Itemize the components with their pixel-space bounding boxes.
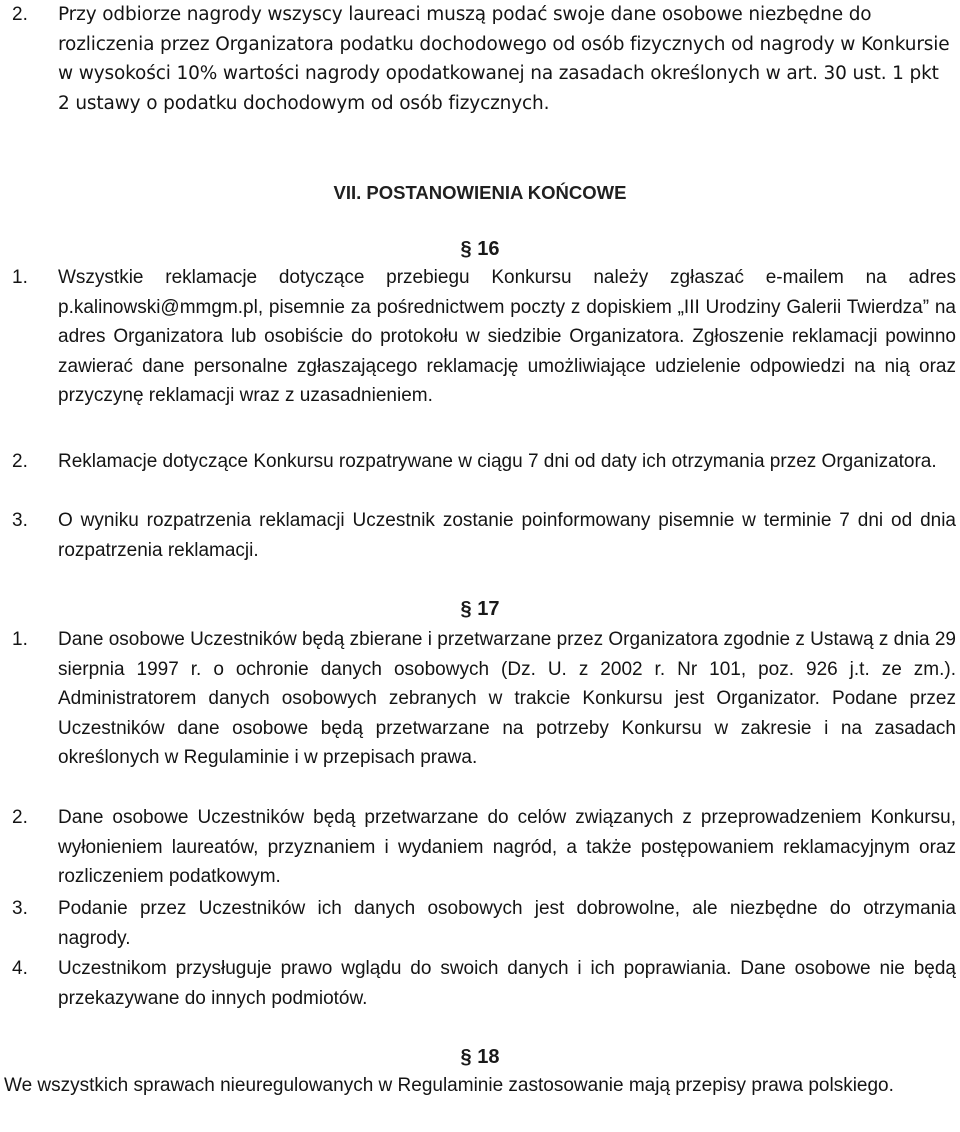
item-text: Dane osobowe Uczestników będą zbierane i przetwarzane przez Organizatora zgodnie z Ustawą z dnia 29 sierpnia 1997 r. o ochronie danych osobowych (Dz. U. z 2002 r. Nr 101, poz. 926 j.t. ze zm.). Administratorem danych osobowych zebranych w trakcie Konkursu jest Organizator. Podane przez Uczestników dane osobowe będą przetwarzane na potrzeby Konkursu w zakresie i na zasadach określonych w Regulaminie i w przepisach prawa. [58, 629, 956, 768]
section-heading-17: § 17 [460, 598, 500, 620]
item-text: Wszystkie reklamacje dotyczące przebiegu Konkursu należy zgłaszać e-mailem na adres p.kalinowski@mmgm.pl, pisemnie za pośrednictwem poczty z dopiskiem „III Urodziny Galerii Twierdza” na adres Organizatora lub osobiście do protokołu w siedzibie Organizatora. Zgłoszenie reklamacji powinno zawierać dane personalne zgłaszającego reklamację umożliwiające udzielenie odpowiedzi na nią oraz przyczynę reklamacji wraz z uzasadnieniem. [58, 267, 956, 406]
item-number: 3. [12, 898, 28, 919]
item-number: 1. [12, 267, 28, 288]
item-number: 2. [12, 4, 28, 25]
item-number: 4. [12, 958, 28, 979]
section-heading-18: § 18 [460, 1046, 500, 1068]
item-number: 2. [12, 807, 28, 828]
item-text: Uczestnikom przysługuje prawo wglądu do swoich danych i ich poprawiania. Dane osobowe nie będą przekazywane do innych podmiotów. [58, 958, 956, 1009]
item-number: 3. [12, 510, 28, 531]
item-number: 2. [12, 451, 28, 472]
section-heading-16: § 16 [460, 238, 500, 260]
chapter-title: VII. POSTANOWIENIA KOŃCOWE [333, 182, 627, 203]
item-number: 1. [12, 629, 28, 650]
item-text: Przy odbiorze nagrody wszyscy laureaci muszą podać swoje dane osobowe niezbędne do rozliczenia przez Organizatora podatku dochodowego od osób fizycznych od nagrody w Konkursie w wysokości 10% wartości nagrody opodatkowanej na zasadach określonych w art. 30 ust. 1 pkt 2 ustawy o podatku dochodowym od osób fizycznych. [58, 4, 950, 114]
closing-paragraph: We wszystkich sprawach nieuregulowanych w Regulaminie zastosowanie mają przepisy prawa polskiego. [4, 1075, 894, 1096]
item-text: O wyniku rozpatrzenia reklamacji Uczestnik zostanie poinformowany pisemnie w terminie 7 dni od dnia rozpatrzenia reklamacji. [58, 510, 956, 561]
item-text: Reklamacje dotyczące Konkursu rozpatrywane w ciągu 7 dni od daty ich otrzymania przez Organizatora. [58, 451, 937, 472]
item-text: Dane osobowe Uczestników będą przetwarzane do celów związanych z przeprowadzeniem Konkursu, wyłonieniem laureatów, przyznaniem i wydaniem nagród, a także postępowaniem reklamacyjnym oraz rozliczeniem podatkowym. [58, 807, 956, 887]
item-text: Podanie przez Uczestników ich danych osobowych jest dobrowolne, ale niezbędne do otrzymania nagrody. [58, 898, 956, 949]
